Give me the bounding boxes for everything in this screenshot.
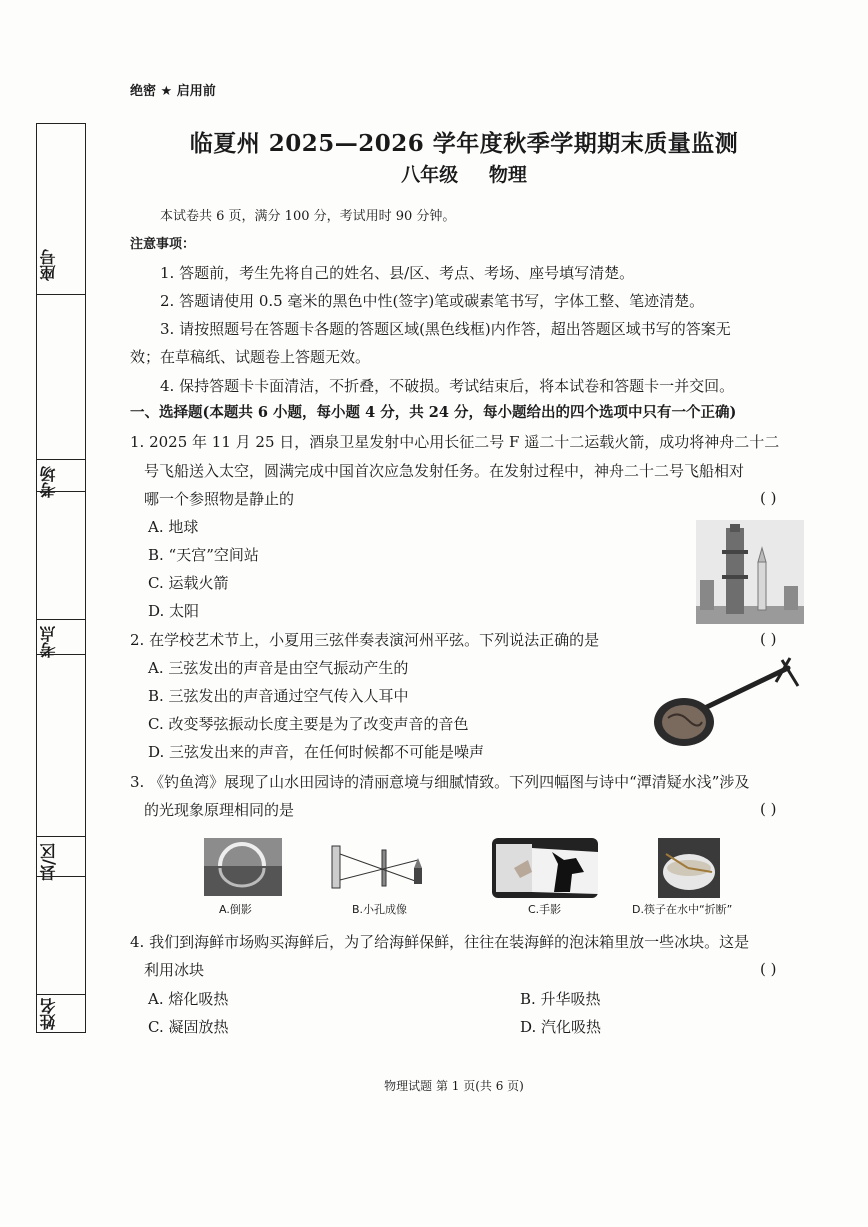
hand-shadow-figure	[492, 838, 598, 898]
sidebar-divider	[37, 619, 85, 620]
q2-answer-paren: ( )	[760, 630, 777, 648]
sidebar-divider	[37, 294, 85, 295]
q4-option: B. 升华吸热	[520, 990, 601, 1008]
sidebar-divider	[37, 654, 85, 655]
q4-answer-paren: ( )	[760, 960, 777, 978]
county-label: 县/区	[39, 843, 58, 881]
name-label: 姓名	[39, 998, 58, 1030]
page-footer: 物理试题 第 1 页(共 6 页)	[384, 1079, 524, 1093]
q3-caption-a: A.倒影	[219, 903, 252, 916]
exam-intro: 本试卷共 6 页，满分 100 分，考试用时 90 分钟。	[160, 209, 456, 224]
notice-item: 2. 答题请使用 0.5 毫米的黑色中性(签字)笔或碳素笔书写，字体工整、笔迹清楚。	[160, 292, 705, 310]
q1-stem-line: 1. 2025 年 11 月 25 日，酒泉卫星发射中心用长征二号 F 遥二十二运载火箭，成功将神舟二十二	[130, 433, 780, 451]
sidebar-divider	[37, 876, 85, 877]
notice-item: 效；在草稿纸、试题卷上答题无效。	[130, 348, 371, 366]
confidential-mark: 绝密 ★ 启用前	[130, 84, 216, 99]
q1-option: A. 地球	[148, 518, 199, 536]
seat-label: 座号	[39, 249, 58, 281]
sidebar-divider	[37, 491, 85, 492]
subject-label: 物理	[488, 164, 527, 186]
notice-item: 3. 请按照题号在答题卡各题的答题区域(黑色线框)内作答，超出答题区域书写的答案无	[160, 320, 731, 338]
sidebar-divider	[37, 994, 85, 995]
q2-option: A. 三弦发出的声音是由空气振动产生的	[148, 659, 409, 677]
q1-option: C. 运载火箭	[148, 574, 229, 592]
sidebar-divider	[37, 836, 85, 837]
q3-caption-c: C.手影	[528, 903, 562, 916]
exam-subtitle	[0, 160, 868, 187]
exam-title: 临夏州 2025—2026 学年度秋季学期期末质量监测	[189, 130, 739, 157]
q2-option: C. 改变琴弦振动长度主要是为了改变声音的音色	[148, 715, 469, 733]
q1-option: B. “天宫”空间站	[148, 546, 259, 564]
q1-stem-line: 哪一个参照物是静止的	[144, 490, 295, 508]
room-label: 考场	[39, 466, 58, 498]
pinhole-figure	[326, 838, 432, 898]
reflection-figure	[204, 838, 282, 896]
site-label: 考点	[39, 626, 58, 658]
q3-answer-paren: ( )	[760, 800, 777, 818]
q3-stem-line: 的光现象原理相同的是	[144, 801, 295, 819]
sidebar-divider	[37, 459, 85, 460]
q1-option: D. 太阳	[148, 602, 200, 620]
notice-item: 4. 保持答题卡卡面清洁，不折叠，不破损。考试结束后，将本试卷和答题卡一并交回。	[160, 377, 735, 395]
q4-option: C. 凝固放热	[148, 1018, 229, 1036]
q4-stem-line: 利用冰块	[144, 961, 205, 979]
q4-option: A. 熔化吸热	[148, 990, 229, 1008]
sanxian-instrument-figure	[648, 652, 808, 756]
grade-label: 八年级	[401, 164, 459, 186]
q3-caption-b: B.小孔成像	[352, 903, 408, 916]
section-heading: 一、选择题(本题共 6 小题，每小题 4 分，共 24 分，每小题给出的四个选项中只有一个正确)	[130, 404, 737, 421]
rocket-launch-figure	[696, 520, 804, 624]
q4-stem-line: 4. 我们到海鲜市场购买海鲜后，为了给海鲜保鲜，往往在装海鲜的泡沫箱里放一些冰块。这是	[130, 933, 750, 951]
notice-item: 1. 答题前，考生先将自己的姓名、县/区、考点、考场、座号填写清楚。	[160, 264, 635, 282]
q2-stem: 2. 在学校艺术节上，小夏用三弦伴奏表演河州平弦。下列说法正确的是	[130, 631, 600, 649]
candidate-info-sidebar	[36, 123, 86, 1033]
bent-chopsticks-figure	[658, 838, 720, 898]
q3-stem-line: 3. 《钓鱼湾》展现了山水田园诗的清丽意境与细腻情致。下列四幅图与诗中“潭清疑水浅”涉及	[130, 773, 750, 791]
q1-stem-line: 号飞船送入太空，圆满完成中国首次应急发射任务。在发射过程中，神舟二十二号飞船相对	[144, 462, 745, 480]
q2-option: D. 三弦发出来的声音，在任何时候都不可能是噪声	[148, 743, 485, 761]
q3-caption-d: D.筷子在水中“折断”	[632, 903, 733, 916]
q1-answer-paren: ( )	[760, 489, 777, 507]
q4-option: D. 汽化吸热	[520, 1018, 602, 1036]
q2-option: B. 三弦发出的声音通过空气传入人耳中	[148, 687, 409, 705]
notice-heading: 注意事项：	[130, 237, 196, 252]
